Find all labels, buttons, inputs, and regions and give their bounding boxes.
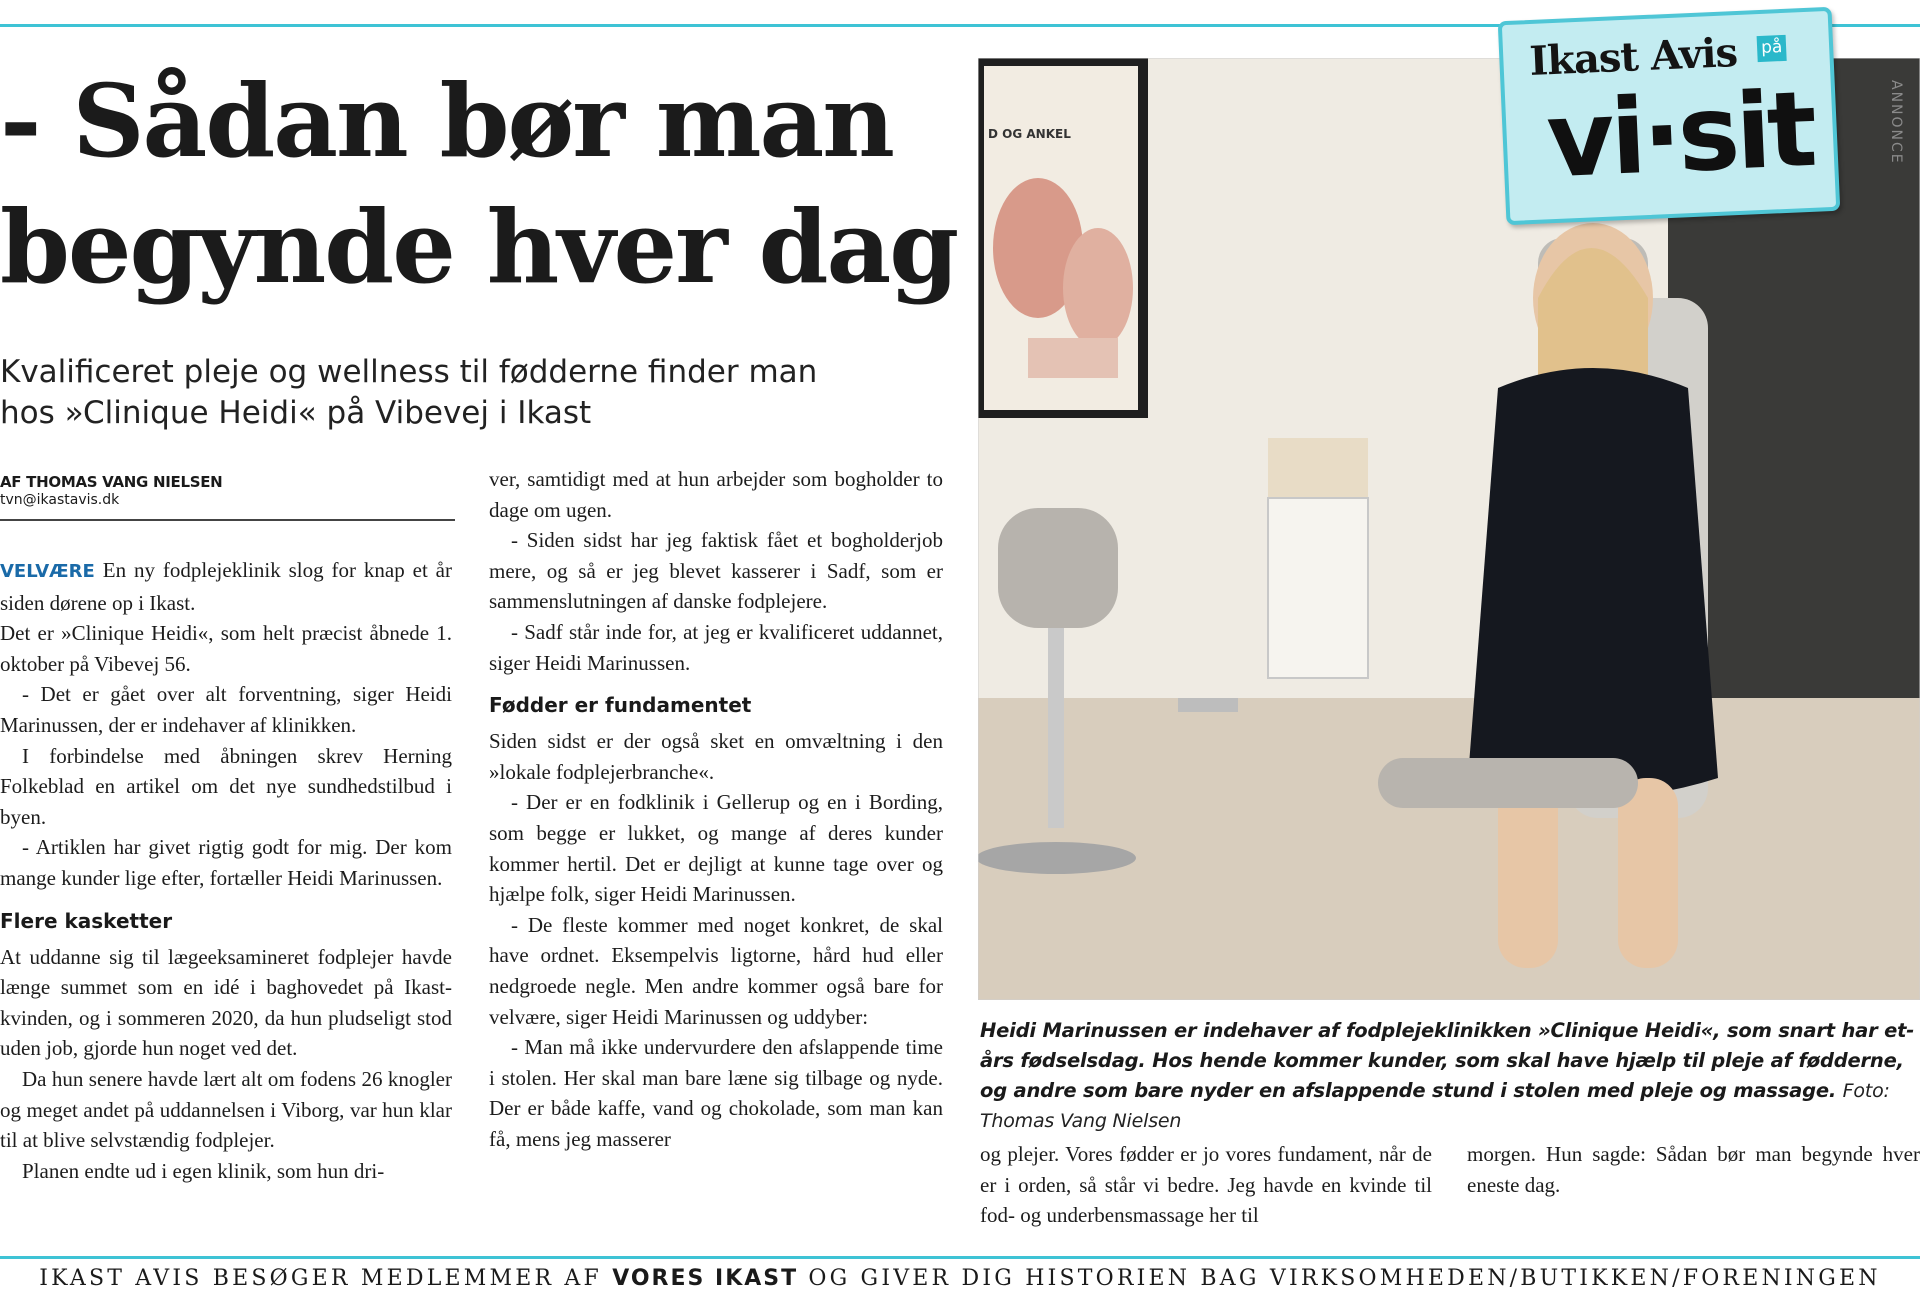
subheadline: [0, 352, 960, 434]
footer-banner: [0, 1264, 1920, 1294]
subheadline-line-1: Kvalificeret pleje og wellness til fødderne finder man: [0, 354, 818, 390]
headline-line-2: begynde hver dag: [0, 188, 958, 306]
paragraph: ver, samtidigt med at hun arbejder som bogholder to dage om ugen.: [489, 467, 943, 522]
paragraph: - Der er en fodklinik i Gellerup og en i Bording, som begge er lukket, og mange af deres kunder kommer hertil. Det er dejligt at kunne tage over og hjælpe folk, siger Heidi Marinussen.: [489, 790, 943, 907]
footer-bold: VORES IKAST: [612, 1266, 799, 1291]
paragraph: - Siden sidst har jeg faktisk fået et bogholderjob mere, og så er jeg blevet kasserer i Sadf, som er sammenslutningen af danske fodplejere.: [489, 528, 943, 614]
poster-title: D OG ANKEL: [988, 127, 1071, 141]
paragraph: Da hun senere havde lært alt om fodens 26 knogler og meget andet på uddannelsen i Viborg, var hun klar til at blive selvstændig fodplejer.: [0, 1066, 452, 1153]
article-column-1: [0, 555, 452, 1186]
paragraph: - Det er gået over alt forventning, siger Heidi Marinussen, der er indehaver af klinikken.: [0, 682, 452, 737]
byline: [0, 472, 455, 521]
ikast-avis-visit-badge: [1498, 7, 1841, 225]
paragraph: Siden sidst er der også sket en omvæltning i den »lokale fodplejerbranche«.: [489, 729, 943, 784]
bottom-accent-line: [0, 1256, 1920, 1259]
byline-author: AF THOMAS VANG NIELSEN: [0, 473, 223, 491]
headline: [0, 58, 975, 310]
byline-email[interactable]: tvn@ikastavis.dk: [0, 492, 120, 508]
subheadline-line-2: hos »Clinique Heidi« på Vibevej i Ikast: [0, 395, 592, 431]
paragraph: I forbindelse med åbningen skrev Herning Folkeblad en artikel om det nye sundhedstilbud i byen.: [0, 743, 452, 829]
lead-word: VELVÆRE: [0, 561, 95, 582]
photo-caption: [980, 1016, 1920, 1136]
paragraph: og plejer. Vores fødder er jo vores fundament, når de er i orden, så står vi bedre. Jeg havde en kvinde til fod- og underbensmassage her til: [980, 1142, 1432, 1228]
paragraph: At uddanne sig til lægeeksamineret fodplejer havde længe summet som en idé i baghovedet på Ikast-kvinden, og i sommeren 2020, da hun pludseligt stod uden job, gjorde hun noget ved det.: [0, 944, 452, 1061]
paragraph: - Man må ikke undervurdere den afslappende time i stolen. Her skal man bare læne sig tilbage og nyde. Der er både kaffe, vand og chokolade, som man kan få, mens jeg masserer: [489, 1035, 943, 1151]
caption-credit: Foto: Thomas Vang Nielsen: [980, 1080, 1890, 1132]
paragraph-text: En ny fodplejeklinik slog for knap et år siden dørene op i Ikast.: [0, 558, 452, 615]
annonce-label: ANNONCE: [1888, 80, 1904, 165]
footer-part-2: OG GIVER DIG HISTORIEN BAG VIRKSOMHEDEN/BUTIKKEN/FORENINGEN: [808, 1266, 1881, 1291]
headline-line-1: - Sådan bør man: [0, 62, 893, 180]
caption-text: Heidi Marinussen er indehaver af fodplejeklinikken »Clinique Heidi«, som snart har et-års fødselsdag. Hos hende kommer kunder, som skal have hjælp til pleje af fødderne, og andre som bare nyder en afslappende stund i stolen med pleje og massage.: [980, 1019, 1915, 1102]
paragraph: [0, 555, 452, 618]
paragraph: Det er »Clinique Heidi«, som helt præcist åbnede 1. oktober på Vibevej 56.: [0, 621, 452, 676]
section-heading: Fødder er fundamentet: [489, 693, 752, 718]
section-heading: Flere kasketter: [0, 908, 173, 933]
paragraph: morgen. Hun sagde: Sådan bør man begynde hver eneste dag.: [1467, 1142, 1920, 1197]
paragraph: - Sadf står inde for, at jeg er kvalificeret uddannet, siger Heidi Marinussen.: [489, 619, 943, 675]
article-column-2: [489, 464, 943, 1154]
badge-visit-logo: vi·sit: [1544, 67, 1816, 202]
badge-paper-name: Ikast Avis: [1528, 28, 1738, 86]
badge-pa-tag: på: [1757, 35, 1787, 62]
article-column-4: [1467, 1139, 1920, 1200]
paragraph: - De fleste kommer med noget konkret, de skal have ordnet. Eksempelvis ligtorne, hård hud eller nedgroede negle. Men andre kommer også bare for velvære, siger Heidi Marinussen og uddyber:: [489, 912, 943, 1029]
paragraph: - Artiklen har givet rigtig godt for mig. Der kom mange kunder lige efter, fortæller Heidi Marinussen.: [0, 835, 452, 890]
paragraph: Planen endte ud i egen klinik, som hun dri-: [22, 1158, 385, 1183]
article-column-3: [980, 1139, 1432, 1231]
footer-part-1: IKAST AVIS BESØGER MEDLEMMER AF: [39, 1266, 602, 1291]
byline-rule: [0, 519, 455, 521]
